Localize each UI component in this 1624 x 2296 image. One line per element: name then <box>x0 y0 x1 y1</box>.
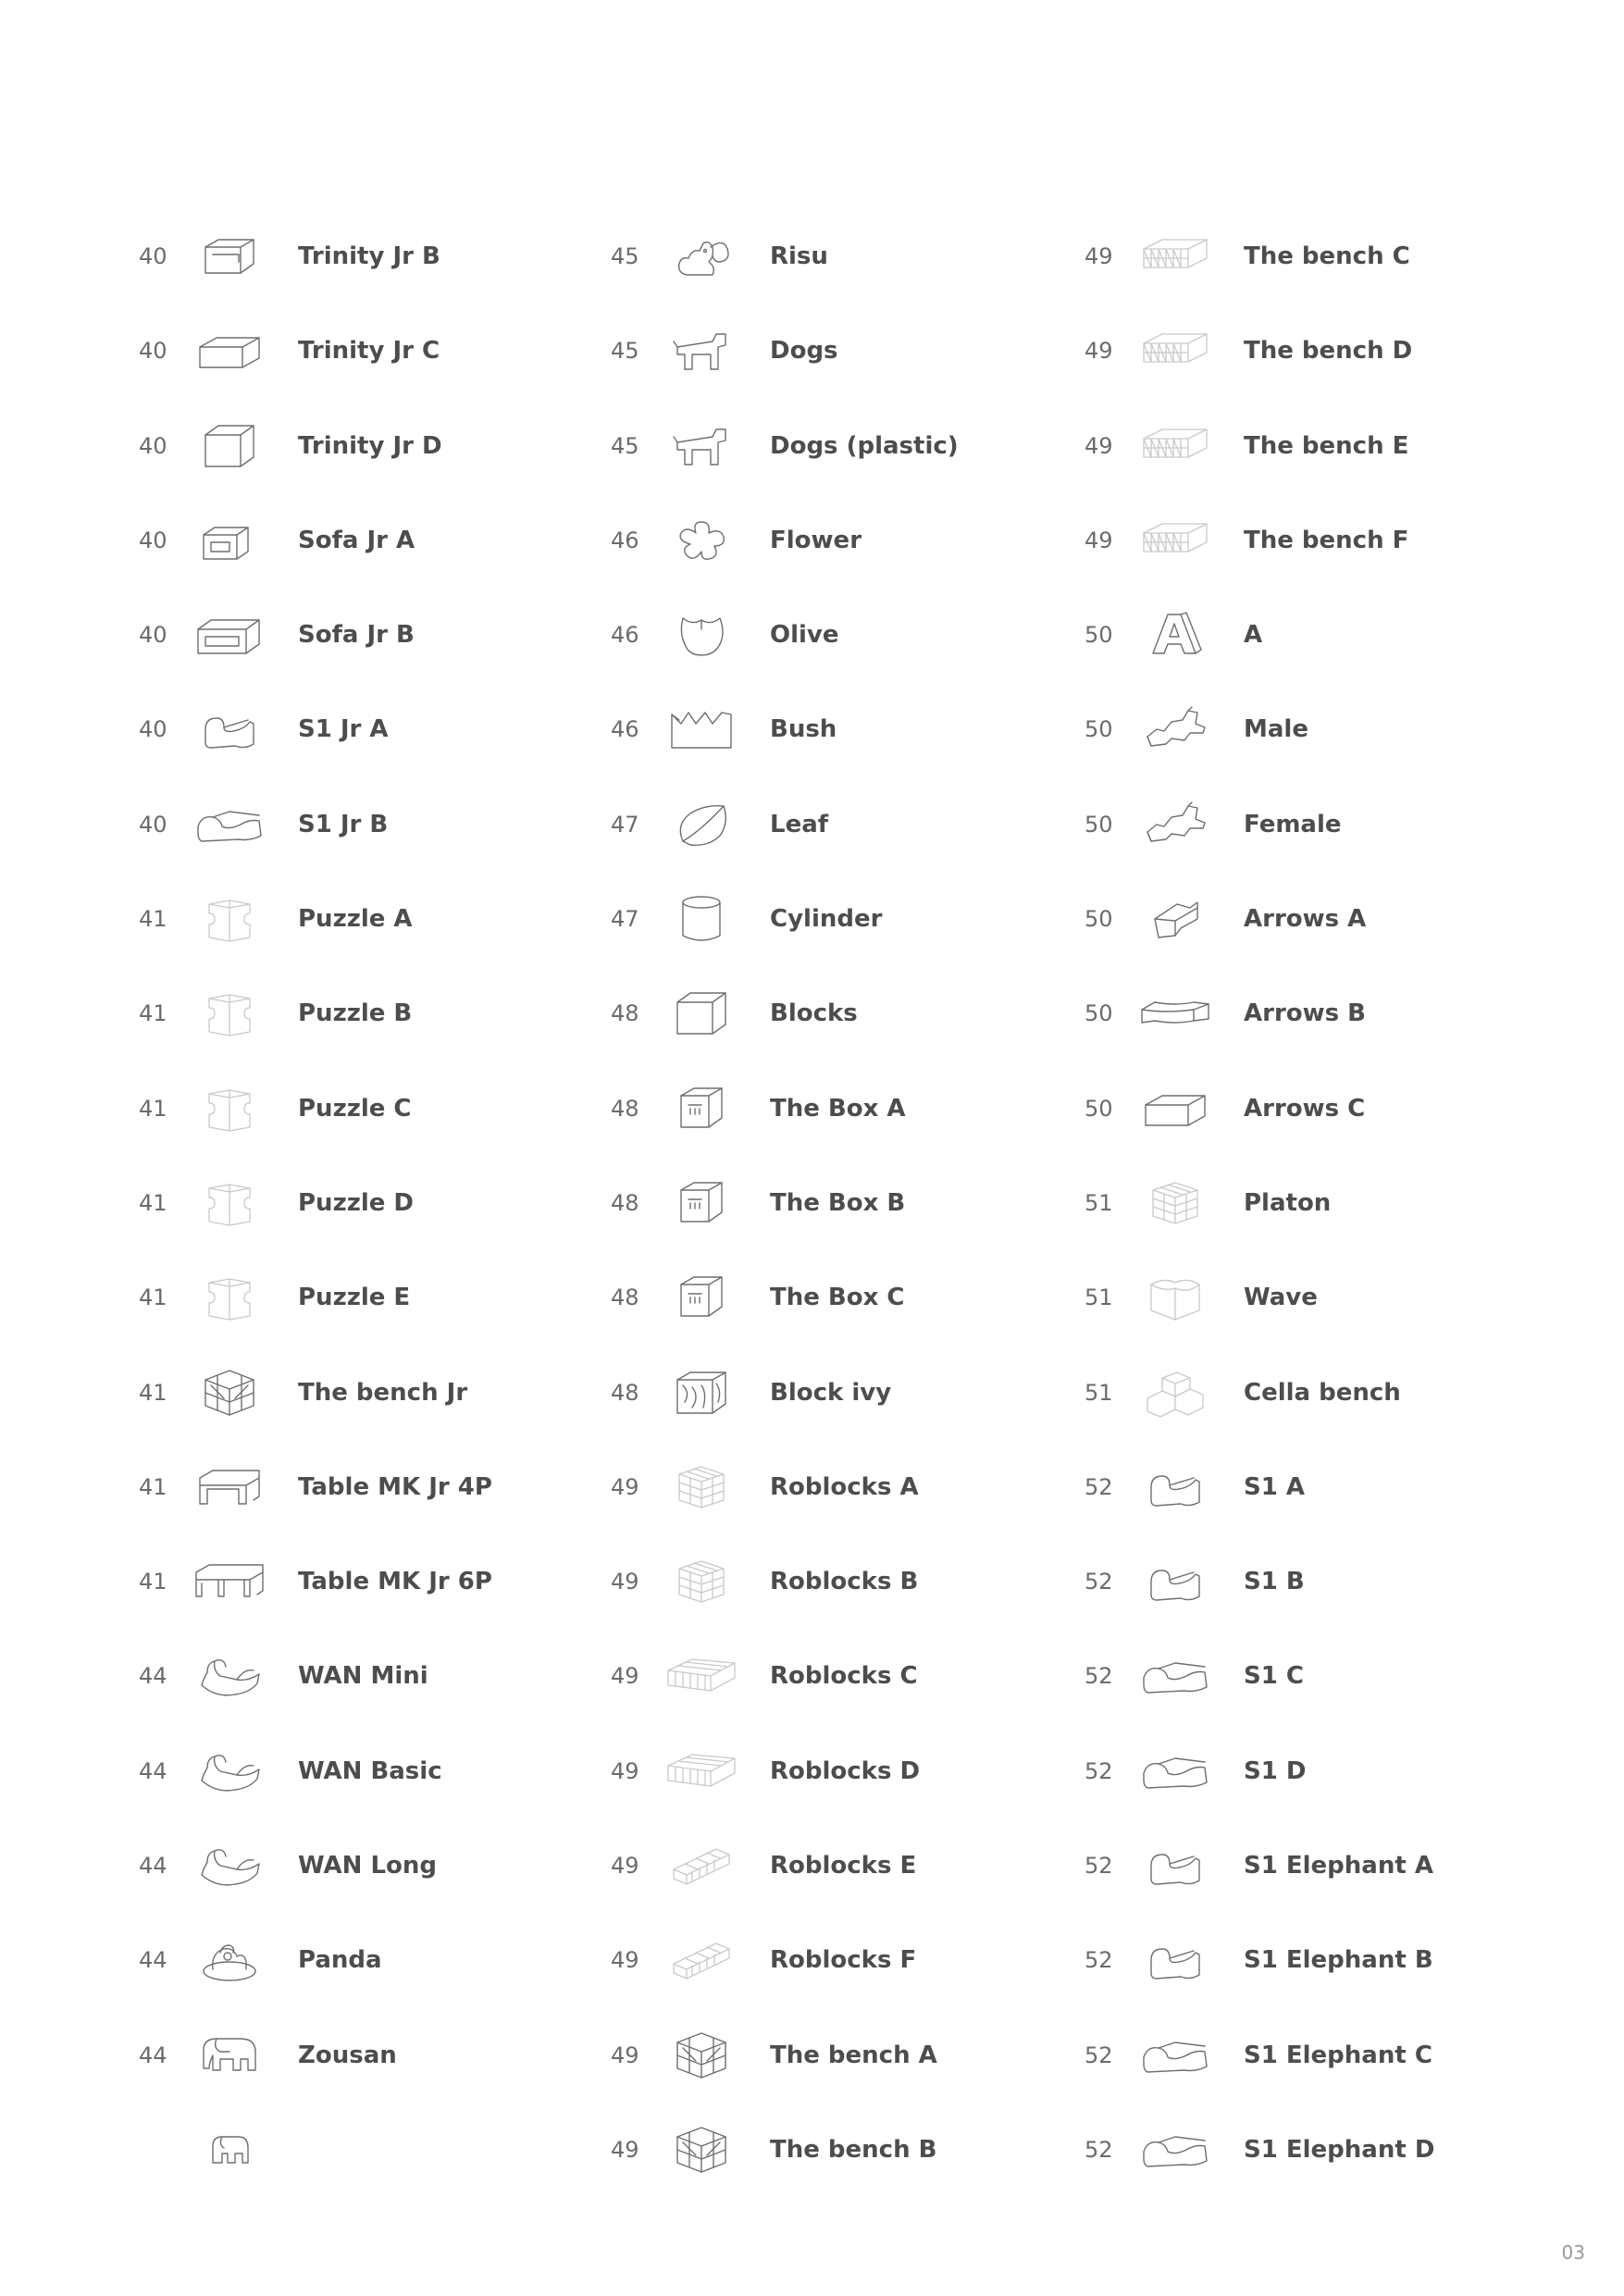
entry-product-name: Cylinder <box>770 905 883 934</box>
index-entry <box>611 1088 1129 1183</box>
entry-page-number: 49 <box>611 1473 639 1500</box>
index-entry <box>611 1656 1129 1750</box>
entry-page-number: 41 <box>139 906 167 933</box>
entry-product-name: S1 D <box>1244 1756 1307 1785</box>
entry-product-name: Table MK Jr 4P <box>298 1472 492 1501</box>
entry-product-name: Cella bench <box>1244 1378 1401 1407</box>
index-entry <box>1085 2035 1603 2129</box>
entry-page-number: 48 <box>611 1189 639 1216</box>
entry-product-name: The Box C <box>770 1284 905 1312</box>
figure-icon <box>1138 701 1212 757</box>
index-entry <box>611 1561 1129 1656</box>
grid-cube-icon <box>664 1459 738 1515</box>
entry-page-number: 52 <box>1085 1569 1113 1595</box>
rocker-icon <box>192 1744 267 1799</box>
entry-product-name: Leaf <box>770 810 829 838</box>
entry-page-number: 46 <box>611 527 639 553</box>
entry-page-number: 44 <box>139 1853 167 1880</box>
entry-page-number: 40 <box>139 432 167 459</box>
entry-page-number: 40 <box>139 338 167 365</box>
index-entry <box>1085 1751 1603 1845</box>
entry-product-name: The bench A <box>770 2041 937 2069</box>
index-entry <box>139 899 657 993</box>
entry-product-name: WAN Mini <box>298 1662 428 1691</box>
entry-product-name: S1 Elephant B <box>1244 1946 1433 1975</box>
index-entry <box>1085 1088 1603 1183</box>
entry-page-number: 44 <box>139 1663 167 1690</box>
index-entry <box>1085 1845 1603 1940</box>
entry-page-number: 41 <box>139 1189 167 1216</box>
entry-page-number: 49 <box>611 2042 639 2068</box>
wave-seat-icon <box>1138 1838 1212 1893</box>
entry-page-number: 40 <box>139 622 167 649</box>
entry-product-name: S1 Jr B <box>298 810 389 838</box>
entry-page-number: 49 <box>1085 338 1113 365</box>
index-entry <box>611 804 1129 899</box>
entry-page-number: 49 <box>1085 243 1113 269</box>
grid-bar-icon <box>664 1932 738 1988</box>
box-icon <box>664 1175 738 1231</box>
index-entry <box>1085 709 1603 803</box>
index-entry <box>611 1467 1129 1561</box>
index-entry <box>139 1656 657 1750</box>
index-entry <box>139 804 657 899</box>
wave-seat-long-icon <box>1138 2028 1212 2083</box>
entry-product-name: The Box B <box>770 1188 906 1217</box>
elephant-small-icon <box>192 2122 267 2178</box>
index-entry <box>139 1845 657 1940</box>
entry-product-name: Sofa Jr B <box>298 621 415 650</box>
entry-page-number: 49 <box>611 1663 639 1690</box>
flower-icon <box>664 513 738 568</box>
lattice-cube-icon <box>192 1365 267 1421</box>
index-entry <box>139 1183 657 1277</box>
entry-page-number: 48 <box>611 1285 639 1311</box>
entry-product-name: S1 Elephant C <box>1244 2041 1432 2069</box>
entry-product-name: Puzzle E <box>298 1284 411 1312</box>
cube-icon <box>192 418 267 474</box>
entry-page-number: 52 <box>1085 1663 1113 1690</box>
dog-icon <box>664 418 738 474</box>
cella-icon <box>1138 1365 1212 1421</box>
index-entry <box>1085 520 1603 614</box>
entry-product-name: Roblocks E <box>770 1852 917 1880</box>
entry-page-number: 50 <box>1085 716 1113 743</box>
entry-product-name: S1 Jr A <box>298 715 389 744</box>
entry-page-number: 49 <box>611 1757 639 1784</box>
entry-product-name: S1 B <box>1244 1568 1305 1596</box>
cube-icon <box>664 986 738 1041</box>
index-entry <box>139 236 657 330</box>
entry-page-number: 41 <box>139 1000 167 1027</box>
entry-page-number: 52 <box>1085 2042 1113 2068</box>
entry-product-name: Trinity Jr C <box>298 337 440 366</box>
entry-page-number: 41 <box>139 1379 167 1406</box>
entry-page-number: 41 <box>139 1569 167 1595</box>
entry-product-name: S1 Elephant A <box>1244 1852 1433 1880</box>
box-icon <box>664 1270 738 1325</box>
index-entry <box>139 330 657 425</box>
index-entry <box>139 1088 657 1183</box>
table-icon <box>192 1459 267 1515</box>
entry-page-number: 50 <box>1085 1000 1113 1027</box>
index-entry <box>139 1372 657 1467</box>
index-entry <box>139 2129 657 2224</box>
panda-icon <box>192 1932 267 1988</box>
entry-product-name: Male <box>1244 715 1308 744</box>
arrow-slab-icon <box>1138 986 1212 1041</box>
index-entry <box>139 709 657 803</box>
entry-page-number: 44 <box>139 1757 167 1784</box>
index-entry <box>1085 426 1603 520</box>
grid-slab-icon <box>664 1744 738 1799</box>
entry-product-name: Block ivy <box>770 1378 892 1407</box>
lattice-cube-icon <box>664 2028 738 2083</box>
entry-page-number: 46 <box>611 716 639 743</box>
entry-page-number: 41 <box>139 1095 167 1122</box>
entry-product-name: Roblocks C <box>770 1662 918 1691</box>
puzzle-piece-icon <box>192 1270 267 1325</box>
entry-product-name: Zousan <box>298 2041 397 2069</box>
entry-page-number: 47 <box>611 811 639 838</box>
entry-page-number: 41 <box>139 1473 167 1500</box>
entry-product-name: Roblocks F <box>770 1946 917 1975</box>
index-entry <box>1085 1372 1603 1467</box>
index-entry <box>1085 236 1603 330</box>
entry-page-number: 49 <box>611 2136 639 2163</box>
puzzle-piece-icon <box>192 891 267 947</box>
squirrel-icon <box>664 229 738 284</box>
entry-page-number: 40 <box>139 243 167 269</box>
entry-page-number: 51 <box>1085 1379 1113 1406</box>
wave-cube-icon <box>1138 1270 1212 1325</box>
entry-product-name: Risu <box>770 242 828 270</box>
lattice-bench-icon <box>1138 229 1212 284</box>
entry-product-name: Flower <box>770 526 862 554</box>
index-entry <box>139 1751 657 1845</box>
entry-page-number: 50 <box>1085 811 1113 838</box>
entry-product-name: Puzzle C <box>298 1094 412 1123</box>
index-entry <box>611 426 1129 520</box>
entry-page-number: 44 <box>139 1947 167 1974</box>
entry-product-name: The Box A <box>770 1094 906 1123</box>
entry-product-name: Roblocks D <box>770 1756 921 1785</box>
bush-icon <box>664 701 738 757</box>
entry-product-name: Trinity Jr D <box>298 431 442 460</box>
flat-block-icon <box>192 323 267 379</box>
wave-seat-icon <box>1138 1932 1212 1988</box>
wave-seat-icon <box>1138 1459 1212 1515</box>
entry-product-name: Sofa Jr A <box>298 526 415 554</box>
index-entry <box>1085 1656 1603 1750</box>
index-entry <box>1085 899 1603 993</box>
entry-product-name: Olive <box>770 621 839 650</box>
wave-seat-icon <box>192 701 267 757</box>
entry-page-number <box>139 2129 180 2170</box>
index-entry <box>1085 1561 1603 1656</box>
wave-seat-long-icon <box>192 797 267 852</box>
entry-page-number: 50 <box>1085 1095 1113 1122</box>
entry-product-name: WAN Long <box>298 1852 437 1880</box>
entry-page-number: 47 <box>611 906 639 933</box>
index-entry <box>139 1467 657 1561</box>
index-entry <box>1085 1183 1603 1277</box>
entry-product-name: Wave <box>1244 1284 1318 1312</box>
entry-page-number: 52 <box>1085 1473 1113 1500</box>
entry-page-number: 49 <box>611 1569 639 1595</box>
entry-product-name: S1 Elephant D <box>1244 2135 1435 2164</box>
index-entry <box>1085 330 1603 425</box>
puzzle-piece-icon <box>192 1175 267 1231</box>
entry-product-name: Table MK Jr 6P <box>298 1568 492 1596</box>
entry-page-number: 48 <box>611 1379 639 1406</box>
lattice-cube-icon <box>664 2122 738 2178</box>
entry-page-number: 46 <box>611 622 639 649</box>
entry-page-number: 49 <box>611 1947 639 1974</box>
cube-seat-icon <box>192 229 267 284</box>
index-entry <box>139 2035 657 2129</box>
entry-page-number: 40 <box>139 811 167 838</box>
rocker-icon <box>192 1648 267 1704</box>
entry-page-number: 48 <box>611 1095 639 1122</box>
puzzle-piece-icon <box>192 986 267 1041</box>
entry-product-name: The bench Jr <box>298 1378 468 1407</box>
entry-product-name: Arrows B <box>1244 999 1366 1028</box>
entry-product-name: Trinity Jr B <box>298 242 440 270</box>
entry-product-name: Puzzle A <box>298 905 413 934</box>
box-icon <box>664 1081 738 1136</box>
rocker-icon <box>192 1838 267 1893</box>
index-entry <box>611 1277 1129 1371</box>
entry-product-name: Roblocks A <box>770 1472 919 1501</box>
index-entry <box>611 1845 1129 1940</box>
grid-bar-icon <box>664 1838 738 1893</box>
index-entry <box>611 1183 1129 1277</box>
entry-page-number: 45 <box>611 338 639 365</box>
index-entry <box>139 993 657 1087</box>
index-entry <box>1085 1940 1603 2034</box>
sofa-icon <box>192 607 267 663</box>
index-entry <box>139 1561 657 1656</box>
olive-icon <box>664 607 738 663</box>
entry-product-name: The bench E <box>1244 431 1409 460</box>
wave-seat-long-icon <box>1138 2122 1212 2178</box>
entry-page-number: 52 <box>1085 1853 1113 1880</box>
entry-page-number: 50 <box>1085 622 1113 649</box>
entry-product-name: Puzzle D <box>298 1188 415 1217</box>
entry-page-number: 41 <box>139 1285 167 1311</box>
elephant-icon <box>192 2028 267 2083</box>
arrow-block-icon <box>1138 891 1212 947</box>
lattice-bench-icon <box>1138 513 1212 568</box>
entry-page-number: 52 <box>1085 1947 1113 1974</box>
entry-product-name: Dogs <box>770 337 838 366</box>
index-column-1 <box>139 236 657 2224</box>
entry-page-number: 44 <box>139 2042 167 2068</box>
index-entry <box>1085 993 1603 1087</box>
index-entry <box>611 1940 1129 2034</box>
entry-product-name: Female <box>1244 810 1342 838</box>
entry-product-name: The bench F <box>1244 526 1409 554</box>
index-entry <box>611 614 1129 709</box>
index-entry <box>611 993 1129 1087</box>
puzzle-piece-icon <box>192 1081 267 1136</box>
index-entry <box>611 2129 1129 2224</box>
flat-block-icon <box>1138 1081 1212 1136</box>
entry-page-number: 49 <box>1085 527 1113 553</box>
index-entry <box>611 899 1129 993</box>
index-entry <box>1085 2129 1603 2224</box>
dog-icon <box>664 323 738 379</box>
wave-seat-long-icon <box>1138 1648 1212 1704</box>
patterned-cube-icon <box>664 1365 738 1421</box>
entry-page-number: 45 <box>611 243 639 269</box>
index-entry <box>139 614 657 709</box>
entry-product-name: Arrows C <box>1244 1094 1366 1123</box>
wave-seat-long-icon <box>1138 1744 1212 1799</box>
entry-page-number: 52 <box>1085 1757 1113 1784</box>
lattice-bench-icon <box>1138 418 1212 474</box>
entry-page-number: 40 <box>139 527 167 553</box>
entry-product-name: Roblocks B <box>770 1568 919 1596</box>
entry-page-number: 45 <box>611 432 639 459</box>
armchair-icon <box>192 513 267 568</box>
index-entry <box>611 520 1129 614</box>
lattice-bench-icon <box>1138 323 1212 379</box>
index-column-2 <box>611 236 1129 2224</box>
entry-product-name: Panda <box>298 1946 382 1975</box>
entry-product-name: The bench B <box>770 2135 937 2164</box>
entry-page-number: 48 <box>611 1000 639 1027</box>
index-entry <box>1085 1277 1603 1371</box>
entry-page-number: 40 <box>139 716 167 743</box>
entry-product-name: Platon <box>1244 1188 1332 1217</box>
table-long-icon <box>192 1554 267 1609</box>
entry-product-name: The bench C <box>1244 242 1410 270</box>
entry-product-name: Arrows A <box>1244 905 1367 934</box>
grid-cube-icon <box>1138 1175 1212 1231</box>
index-entry <box>611 330 1129 425</box>
index-entry <box>139 1940 657 2034</box>
wave-seat-icon <box>1138 1554 1212 1609</box>
index-entry <box>1085 1467 1603 1561</box>
index-entry <box>611 236 1129 330</box>
entry-page-number: 50 <box>1085 906 1113 933</box>
entry-product-name: WAN Basic <box>298 1756 442 1785</box>
entry-product-name: The bench D <box>1244 337 1413 366</box>
cylinder-icon <box>664 891 738 947</box>
entry-product-name: S1 A <box>1244 1472 1305 1501</box>
page-number: 03 <box>1561 2241 1585 2264</box>
entry-product-name: S1 C <box>1244 1662 1304 1691</box>
figure-icon <box>1138 797 1212 852</box>
entry-page-number: 49 <box>611 1853 639 1880</box>
entry-page-number: 52 <box>1085 2136 1113 2163</box>
entry-product-name: Puzzle B <box>298 999 413 1028</box>
entry-product-name: A <box>1244 621 1263 650</box>
index-entry <box>611 1751 1129 1845</box>
entry-page-number: 51 <box>1085 1189 1113 1216</box>
grid-slab-icon <box>664 1648 738 1704</box>
entry-page-number: 49 <box>1085 432 1113 459</box>
index-entry <box>611 1372 1129 1467</box>
letter-a-icon <box>1138 607 1212 663</box>
entry-product-name: Blocks <box>770 999 858 1028</box>
grid-cube-icon <box>664 1554 738 1609</box>
leaf-icon <box>664 797 738 852</box>
index-entry <box>139 520 657 614</box>
index-entry <box>139 1277 657 1371</box>
index-entry <box>139 426 657 520</box>
entry-page-number: 51 <box>1085 1285 1113 1311</box>
entry-product-name: Bush <box>770 715 837 744</box>
index-entry <box>1085 614 1603 709</box>
index-entry <box>611 2035 1129 2129</box>
index-entry <box>1085 804 1603 899</box>
entry-product-name: Dogs (plastic) <box>770 431 959 460</box>
index-entry <box>611 709 1129 803</box>
index-column-3 <box>1085 236 1603 2224</box>
